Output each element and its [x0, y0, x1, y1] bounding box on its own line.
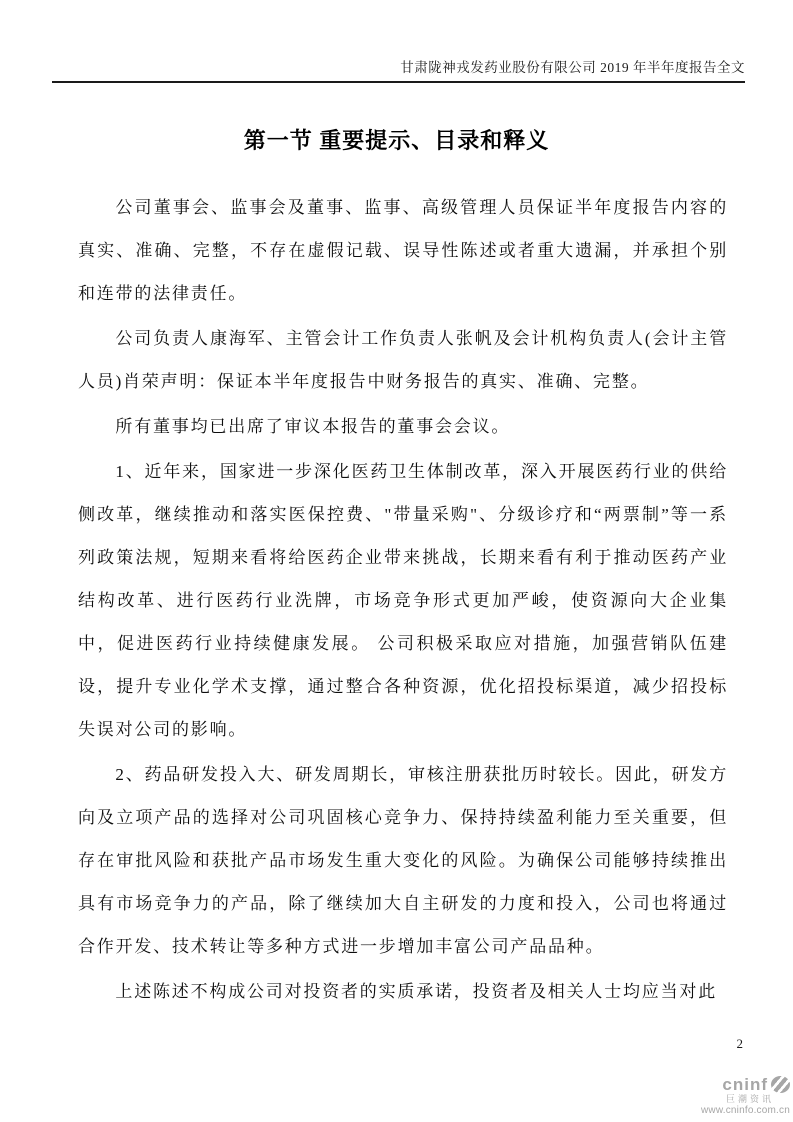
page-number: 2 — [736, 1036, 743, 1051]
paragraph-risk-rd: 2、药品研发投入大、研发周期长，审核注册获批历时较长。因此，研发方向及立项产品的选择对公司巩固核心竞争力、保持持续盈利能力至关重要，但存在审批风险和获批产品市场发生重大变化的风险。为确保公司能够持续推出具有市场竞争力的产品，除了继续加大自主研发的力度和投入，公司也将通过合作开发、技术转让等多种方式进一步增加丰富公司产品品种。 — [78, 765, 728, 956]
paragraph-disclaimer: 上述陈述不构成公司对投资者的实质承诺，投资者及相关人士均应当对此 — [115, 982, 717, 1001]
cninfo-brand-text: cninf — [722, 1075, 768, 1094]
report-body — [78, 186, 728, 1015]
paragraph-responsible-persons: 公司负责人康海军、主管会计工作负责人张帆及会计机构负责人(会计主管人员)肖荣声明：保证本半年度报告中财务报告的真实、准确、完整。 — [78, 329, 728, 391]
paragraph-risk-policy-reform: 1、近年来，国家进一步深化医药卫生体制改革，深入开展医药行业的供给侧改革，继续推动和落实医保控费、"带量采购"、分级诊疗和“两票制”等一系列政策法规，短期来看将给医药企业带来挑战，长期来看有利于推动医药产业结构改革、进行医药行业洗牌，市场竞争形式更加严峻，使资源向大企业集中，促进医药行业持续健康发展。 公司积极采取应对措施，加强营销队伍建设，提升专业化学术支撑，通过整合各种资源，优化招投标渠道，减少招投标失误对公司的影响。 — [78, 462, 728, 739]
cninfo-swirl-icon — [771, 1076, 790, 1093]
page-header — [52, 56, 745, 83]
paragraph-board-guarantee: 公司董事会、监事会及董事、监事、高级管理人员保证半年度报告内容的真实、准确、完整，不存在虚假记载、误导性陈述或者重大遗漏，并承担个别和连带的法律责任。 — [78, 198, 728, 303]
section-title: 第一节 重要提示、目录和释义 — [243, 128, 550, 153]
cninfo-logo-row — [701, 1076, 790, 1093]
cninfo-chinese-name: 巨潮资讯 — [725, 1094, 774, 1104]
cninfo-url: www.cninfo.com.cn — [701, 1105, 790, 1116]
paragraph-directors-attendance: 所有董事均已出席了审议本报告的董事会会议。 — [115, 417, 511, 436]
header-title: 甘肃陇神戎发药业股份有限公司 2019 年半年度报告全文 — [400, 60, 745, 75]
cninfo-logo — [701, 1076, 790, 1116]
